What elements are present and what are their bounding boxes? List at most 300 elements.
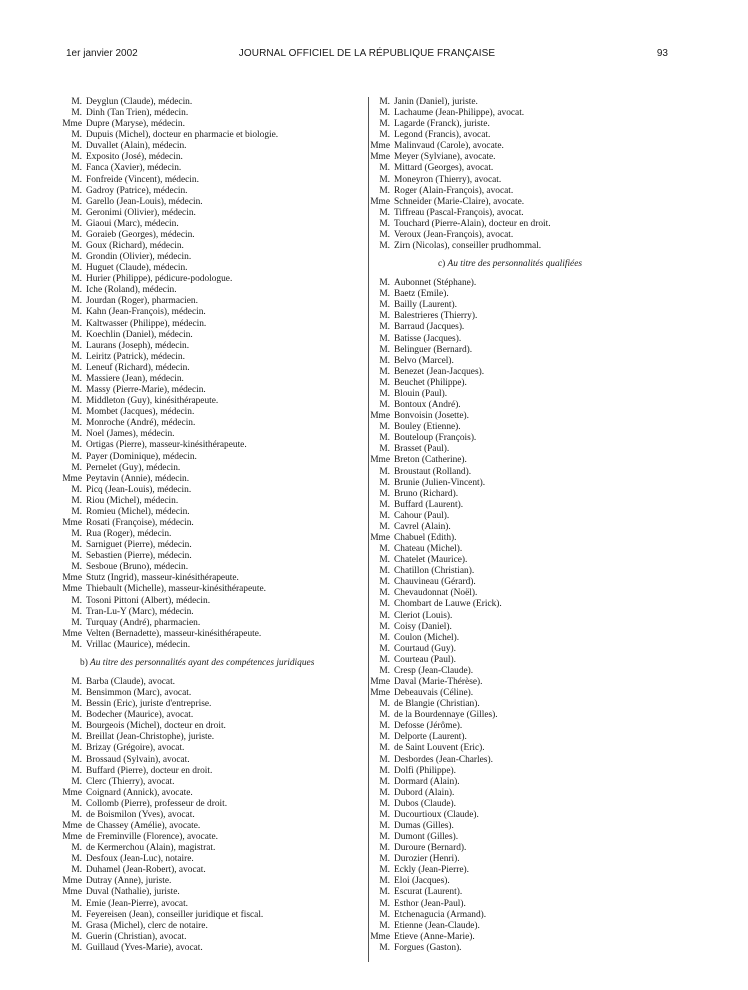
honorific: Mme — [370, 455, 390, 466]
honorific: M. — [71, 506, 82, 517]
list-item — [368, 932, 668, 943]
list-item — [60, 474, 358, 485]
honorific: M. — [71, 529, 82, 540]
honorific: Mme — [62, 821, 82, 831]
member-name: Pernelet (Guy), médecin. — [86, 462, 181, 473]
member-name: de Saint Louvent (Eric). — [394, 743, 485, 754]
honorific: M. — [379, 130, 390, 141]
list-item — [368, 544, 668, 555]
honorific: M. — [71, 495, 82, 506]
list-item — [368, 876, 668, 887]
honorific: M. — [379, 588, 390, 599]
member-name: Baetz (Emile). — [394, 289, 449, 300]
list-item — [60, 440, 358, 451]
honorific: M. — [71, 676, 82, 687]
honorific: M. — [71, 909, 82, 920]
member-name: Cavrel (Alain). — [394, 521, 451, 532]
member-name: Middleton (Guy), kinésithérapeute. — [86, 396, 219, 407]
list-item — [368, 655, 668, 666]
honorific: M. — [71, 407, 82, 418]
list-item — [60, 607, 358, 618]
member-name: Bourgeois (Michel), docteur en droit. — [86, 721, 226, 732]
member-name: Dolfi (Philippe). — [394, 765, 456, 776]
list-item — [60, 910, 358, 921]
list-item — [368, 241, 668, 252]
member-name: Buffard (Laurent). — [394, 499, 464, 510]
honorific: M. — [71, 699, 82, 710]
member-name: Leneuf (Richard), médecin. — [86, 362, 190, 373]
list-item — [368, 788, 668, 799]
honorific: M. — [71, 540, 82, 551]
honorific: M. — [71, 285, 82, 296]
list-item — [60, 230, 358, 241]
member-name: Deyglun (Claude), médecin. — [86, 97, 193, 107]
member-name: Breton (Catherine). — [394, 455, 467, 466]
honorific: M. — [71, 130, 82, 141]
list-item — [60, 584, 358, 595]
list-item — [60, 319, 358, 330]
list-item — [60, 821, 358, 832]
member-name: Vrillac (Maurice), médecin. — [86, 639, 191, 650]
honorific: M. — [71, 898, 82, 909]
list-item — [60, 307, 358, 318]
member-name: Dumas (Gilles). — [394, 821, 454, 831]
list-item — [60, 219, 358, 230]
honorific: Mme — [62, 887, 82, 898]
list-item — [60, 865, 358, 876]
list-item — [60, 341, 358, 352]
honorific: M. — [379, 400, 390, 411]
honorific: M. — [71, 754, 82, 765]
list-item — [60, 485, 358, 496]
member-name: Esthor (Jean-Paul). — [394, 898, 466, 909]
honorific: M. — [379, 300, 390, 311]
honorific: M. — [71, 152, 82, 163]
list-item — [368, 887, 668, 898]
member-name: Daval (Marie-Thérèse). — [394, 676, 483, 687]
honorific: Mme — [62, 832, 82, 843]
honorific: M. — [379, 207, 390, 218]
list-item — [368, 400, 668, 411]
member-name: Grasa (Michel), clerc de notaire. — [86, 920, 208, 931]
honorific: M. — [379, 577, 390, 588]
honorific: M. — [379, 854, 390, 865]
list-item — [368, 433, 668, 444]
list-item — [60, 887, 358, 898]
honorific: Mme — [62, 119, 82, 130]
list-item — [60, 163, 358, 174]
honorific: M. — [379, 632, 390, 643]
member-name: Tosoni Pittoni (Albert), médecin. — [86, 595, 211, 606]
member-name: Breillat (Jean-Christophe), juriste. — [86, 732, 215, 743]
member-name: Chateau (Michel). — [394, 544, 463, 555]
list-item — [60, 854, 358, 865]
list-item — [368, 666, 668, 677]
member-name: Touchard (Pierre-Alain), docteur en droit. — [394, 218, 551, 229]
list-item — [368, 197, 668, 208]
member-name: Laurans (Joseph), médecin. — [86, 340, 190, 351]
list-item — [60, 766, 358, 777]
honorific: M. — [379, 366, 390, 377]
list-item — [60, 429, 358, 440]
list-item — [60, 573, 358, 584]
list-item — [368, 208, 668, 219]
member-name: Eloi (Jacques). — [394, 876, 450, 887]
member-name: de Freminville (Florence), avocate. — [86, 832, 218, 843]
member-name: Chevaudonnat (Noël). — [394, 588, 478, 599]
member-name: Dutray (Anne), juriste. — [86, 876, 172, 887]
list-item — [60, 843, 358, 854]
honorific: M. — [71, 174, 82, 185]
honorific: M. — [71, 484, 82, 495]
list-item — [60, 186, 358, 197]
issue-date: 1er janvier 2002 — [66, 48, 138, 59]
subheading-c — [368, 259, 668, 270]
list-item — [368, 334, 668, 345]
member-name: Brasset (Paul). — [394, 444, 450, 455]
list-item — [60, 452, 358, 463]
list-item — [368, 588, 668, 599]
list-item — [60, 130, 358, 141]
member-name: Defosse (Jérôme). — [394, 721, 463, 732]
member-name: Collomb (Pierre), professeur de droit. — [86, 798, 228, 809]
list-item — [368, 152, 668, 163]
list-item — [368, 345, 668, 356]
honorific: M. — [379, 544, 390, 555]
subheading-b-prefix: b) — [80, 657, 88, 668]
member-name: Etieve (Anne-Marie). — [394, 931, 475, 942]
list-item — [60, 518, 358, 529]
honorific: M. — [379, 185, 390, 196]
honorific: M. — [71, 743, 82, 754]
honorific: Mme — [370, 141, 390, 152]
list-item — [368, 555, 668, 566]
member-name: Broustaut (Rolland). — [394, 466, 472, 477]
subheading-c-prefix: c) — [438, 259, 446, 270]
list-item — [368, 743, 668, 754]
list-item — [368, 644, 668, 655]
member-name: Sebastien (Pierre), médecin. — [86, 551, 192, 562]
honorific: M. — [379, 377, 390, 388]
honorific: M. — [379, 732, 390, 743]
list-item — [60, 285, 358, 296]
honorific: Mme — [62, 787, 82, 798]
list-item — [368, 865, 668, 876]
honorific: M. — [71, 440, 82, 451]
member-name: Escurat (Laurent). — [394, 887, 463, 898]
list-item — [368, 130, 668, 141]
member-name: Brizay (Grégoire), avocat. — [86, 743, 185, 754]
honorific: M. — [71, 617, 82, 628]
list-item — [368, 821, 668, 832]
list-item — [60, 921, 358, 932]
list-item — [368, 367, 668, 378]
list-item — [368, 119, 668, 130]
member-name: Barba (Claude), avocat. — [86, 676, 176, 687]
list-item — [368, 732, 668, 743]
list-item — [60, 943, 358, 954]
honorific: M. — [379, 566, 390, 577]
list-item — [368, 300, 668, 311]
list-item — [368, 511, 668, 522]
member-name: Picq (Jean-Louis), médecin. — [86, 484, 192, 495]
member-name: Koechlin (Daniel), médecin. — [86, 329, 193, 340]
member-name: Durozier (Henri). — [394, 854, 460, 865]
list-item — [60, 418, 358, 429]
member-name: Belinguer (Bernard). — [394, 344, 473, 355]
member-name: Dinh (Tan Trien), médecin. — [86, 108, 189, 119]
honorific: M. — [71, 688, 82, 699]
honorific: Mme — [370, 152, 390, 163]
honorific: M. — [71, 462, 82, 473]
honorific: M. — [379, 876, 390, 887]
member-name: Schneider (Marie-Claire), avocate. — [394, 196, 525, 207]
list-item — [60, 876, 358, 887]
member-name: Cresp (Jean-Claude). — [394, 665, 474, 676]
list-item — [60, 732, 358, 743]
honorific: M. — [71, 97, 82, 107]
member-name: Monroche (André), médecin. — [86, 418, 196, 429]
member-name: Beuchet (Philippe). — [394, 377, 467, 388]
member-name: Blouin (Paul). — [394, 388, 448, 399]
member-name: Feyereisen (Jean), conseiller juridique et fiscal. — [86, 909, 264, 920]
honorific: M. — [379, 665, 390, 676]
member-name: Moneyron (Thierry), avocat. — [394, 174, 502, 185]
honorific: M. — [379, 555, 390, 566]
member-name: Desfoux (Jean-Luc), notaire. — [86, 854, 194, 865]
honorific: M. — [71, 263, 82, 274]
honorific: Mme — [370, 532, 390, 543]
honorific: M. — [71, 207, 82, 218]
honorific: M. — [71, 241, 82, 252]
member-name: Ducourtioux (Claude). — [394, 809, 479, 820]
honorific: M. — [71, 185, 82, 196]
honorific: M. — [379, 108, 390, 119]
list-item — [368, 522, 668, 533]
left-column — [60, 97, 358, 954]
list-item — [60, 788, 358, 799]
member-name: de la Bourdennaye (Gilles). — [394, 710, 498, 721]
honorific: M. — [71, 639, 82, 650]
member-name: Dubos (Claude). — [394, 798, 456, 809]
member-name: Roger (Alain-François), avocat. — [394, 185, 514, 196]
list-item — [60, 407, 358, 418]
honorific: M. — [379, 433, 390, 444]
list-item — [60, 710, 358, 721]
member-name: Bodecher (Maurice), avocat. — [86, 710, 194, 721]
member-name: Tran-Lu-Y (Marc), médecin. — [86, 606, 194, 617]
member-name: Courtaud (Guy). — [394, 643, 456, 654]
subheading-b — [60, 658, 358, 669]
member-name: Turquay (André), pharmacien. — [86, 617, 201, 628]
member-name: Chauvineau (Gérard). — [394, 577, 476, 588]
honorific: M. — [379, 119, 390, 130]
list-item — [368, 755, 668, 766]
page-header — [66, 48, 668, 62]
member-name: Massiere (Jean), médecin. — [86, 373, 184, 384]
list-item — [368, 219, 668, 230]
list-item — [368, 899, 668, 910]
member-name: Jourdan (Roger), pharmacien. — [86, 296, 198, 307]
member-name: Kaltwasser (Philippe), médecin. — [86, 318, 207, 329]
honorific: M. — [379, 278, 390, 289]
list-item — [60, 296, 358, 307]
page-number: 93 — [656, 48, 668, 59]
list-item — [368, 489, 668, 500]
honorific: M. — [379, 610, 390, 621]
member-name: Coignard (Annick), avocate. — [86, 787, 193, 798]
list-item — [60, 721, 358, 732]
list-item — [60, 385, 358, 396]
honorific: M. — [71, 809, 82, 820]
list-item — [368, 411, 668, 422]
member-name: Duvallet (Alain), médecin. — [86, 141, 187, 152]
honorific: M. — [379, 754, 390, 765]
member-name: Garello (Jean-Louis), médecin. — [86, 196, 203, 207]
member-name: Goraieb (Georges), médecin. — [86, 229, 195, 240]
honorific: M. — [71, 163, 82, 174]
honorific: M. — [379, 344, 390, 355]
member-name: Bessin (Eric), juriste d'entreprise. — [86, 699, 212, 710]
member-name: Bailly (Laurent). — [394, 300, 457, 311]
honorific: M. — [71, 329, 82, 340]
list-item — [368, 289, 668, 300]
list-item — [368, 163, 668, 174]
honorific: M. — [71, 798, 82, 809]
member-name: Veroux (Jean-François), avocat. — [394, 229, 514, 240]
member-name: Etienne (Jean-Claude). — [394, 920, 480, 931]
list-item — [368, 599, 668, 610]
honorific: M. — [379, 821, 390, 831]
member-list-c — [368, 278, 668, 954]
member-name: Balestrieres (Thierry). — [394, 311, 478, 322]
member-name: Zirn (Nicolas), conseiller prudhommal. — [394, 241, 542, 252]
list-item — [60, 743, 358, 754]
member-name: Tiffreau (Pascal-François), avocat. — [394, 207, 524, 218]
honorific: M. — [71, 274, 82, 285]
member-name: Hurier (Philippe), pédicure-podologue. — [86, 274, 233, 285]
list-item — [368, 478, 668, 489]
list-item — [60, 197, 358, 208]
honorific: M. — [379, 289, 390, 300]
list-item — [368, 97, 668, 108]
honorific: M. — [379, 499, 390, 510]
honorific: M. — [71, 108, 82, 119]
list-item — [368, 378, 668, 389]
list-item — [60, 596, 358, 607]
list-item — [60, 463, 358, 474]
honorific: Mme — [62, 517, 82, 528]
honorific: M. — [379, 843, 390, 854]
member-name: Bensimmon (Marc), avocat. — [86, 688, 192, 699]
honorific: M. — [71, 196, 82, 207]
honorific: M. — [379, 798, 390, 809]
member-name: Geronimi (Olivier), médecin. — [86, 207, 196, 218]
list-item — [368, 500, 668, 511]
list-item — [60, 899, 358, 910]
list-item — [60, 363, 358, 374]
list-item — [368, 467, 668, 478]
list-item — [368, 108, 668, 119]
list-item — [368, 799, 668, 810]
honorific: M. — [379, 218, 390, 229]
honorific: M. — [71, 429, 82, 440]
honorific: Mme — [62, 584, 82, 595]
list-item — [60, 777, 358, 788]
column-divider — [368, 97, 369, 962]
honorific: M. — [71, 318, 82, 329]
member-list-b-continued — [368, 97, 668, 252]
honorific: Mme — [370, 411, 390, 422]
list-item — [60, 108, 358, 119]
member-name: Huguet (Claude), médecin. — [86, 263, 188, 274]
member-name: Dupre (Maryse), médecin. — [86, 119, 185, 130]
member-name: Aubonnet (Stéphane). — [394, 278, 477, 289]
honorific: M. — [379, 765, 390, 776]
list-item — [368, 141, 668, 152]
member-name: Duroure (Bernard). — [394, 843, 467, 854]
honorific: Mme — [370, 196, 390, 207]
list-item — [60, 252, 358, 263]
honorific: M. — [71, 362, 82, 373]
list-item — [368, 175, 668, 186]
member-name: Lachaume (Jean-Philippe), avocat. — [394, 108, 525, 119]
member-name: Velten (Bernadette), masseur-kinésithérapeute. — [86, 628, 262, 639]
honorific: M. — [71, 920, 82, 931]
member-name: de Blangie (Christian). — [394, 699, 480, 710]
honorific: M. — [379, 510, 390, 521]
member-name: Meyer (Sylviane), avocate. — [394, 152, 496, 163]
honorific: M. — [379, 942, 390, 953]
list-item — [60, 562, 358, 573]
member-name: Fanca (Xavier), médecin. — [86, 163, 182, 174]
honorific: M. — [379, 621, 390, 632]
member-name: Bontoux (André). — [394, 400, 461, 411]
list-item — [60, 699, 358, 710]
honorific: M. — [71, 396, 82, 407]
honorific: M. — [71, 229, 82, 240]
list-item — [368, 721, 668, 732]
list-item — [368, 677, 668, 688]
subheading-b-text: Au titre des personnalités ayant des compétences juridiques — [90, 657, 315, 668]
member-name: Chatillon (Christian). — [394, 566, 475, 577]
list-item — [60, 507, 358, 518]
member-name: Duval (Nathalie), juriste. — [86, 887, 180, 898]
honorific: M. — [379, 643, 390, 654]
member-name: Forgues (Gaston). — [394, 942, 462, 953]
list-item — [60, 330, 358, 341]
list-item — [368, 566, 668, 577]
list-item — [60, 141, 358, 152]
list-item — [60, 755, 358, 766]
honorific: M. — [379, 699, 390, 710]
honorific: M. — [71, 776, 82, 787]
list-item — [368, 311, 668, 322]
list-item — [368, 843, 668, 854]
member-name: Fonfreide (Vincent), médecin. — [86, 174, 199, 185]
member-name: Ortigas (Pierre), masseur-kinésithérapeute. — [86, 440, 247, 451]
member-name: Guerin (Christian), avocat. — [86, 931, 187, 942]
honorific: M. — [71, 942, 82, 953]
member-name: Payer (Dominique), médecin. — [86, 451, 197, 462]
member-name: Coisy (Daniel). — [394, 621, 452, 632]
list-item — [368, 699, 668, 710]
member-name: Malinvaud (Carole), avocate. — [394, 141, 504, 152]
honorific: M. — [379, 466, 390, 477]
member-name: Debeauvais (Céline). — [394, 688, 474, 699]
member-name: Emie (Jean-Pierre), avocat. — [86, 898, 189, 909]
list-item — [368, 356, 668, 367]
